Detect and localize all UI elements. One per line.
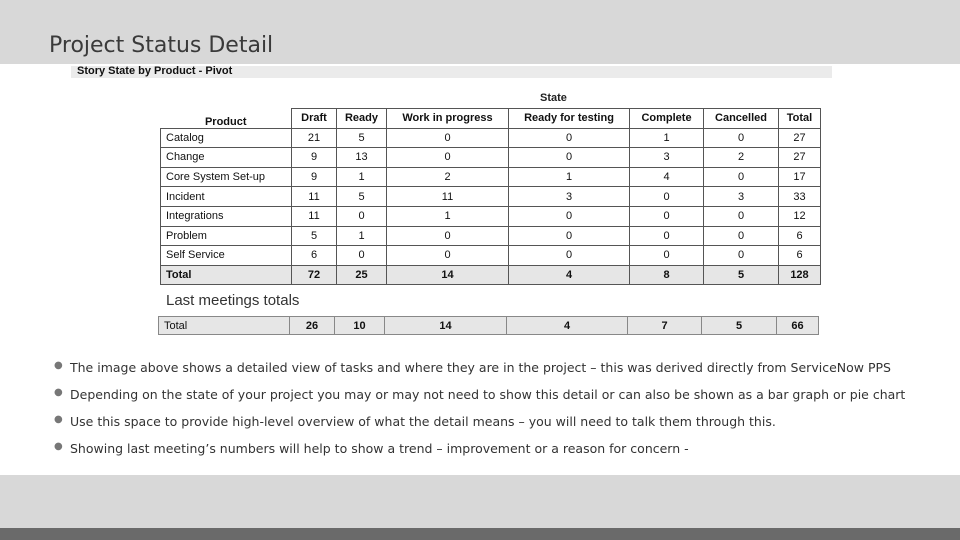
row-label: Total xyxy=(159,317,290,335)
table-cell: 27 xyxy=(779,148,821,168)
table-cell: 11 xyxy=(387,187,509,207)
column-header: Total xyxy=(779,109,821,129)
table-cell: 8 xyxy=(630,265,704,285)
table-header-row xyxy=(161,109,821,129)
table-cell: 5 xyxy=(337,187,387,207)
bullet-text: Depending on the state of your project you may or may not need to show this detail or can also be shown as a bar graph or pie chart xyxy=(70,387,906,402)
table-cell: 14 xyxy=(387,265,509,285)
table-cell: 0 xyxy=(704,128,779,148)
column-header: Ready xyxy=(337,109,387,129)
table-cell: 2 xyxy=(704,148,779,168)
table-row xyxy=(161,206,821,226)
table-row xyxy=(161,226,821,246)
table-cell: 11 xyxy=(292,206,337,226)
table-row xyxy=(161,187,821,207)
table-cell: 2 xyxy=(387,167,509,187)
row-label: Core System Set-up xyxy=(161,167,292,187)
bullet-list xyxy=(54,360,905,468)
pivot-title-bar xyxy=(71,66,832,78)
table-row xyxy=(161,128,821,148)
bullet-dot-icon: ● xyxy=(54,441,63,452)
table-cell: 1 xyxy=(387,206,509,226)
story-state-pivot-table xyxy=(160,108,821,285)
table-cell: 0 xyxy=(337,206,387,226)
table-cell: 4 xyxy=(509,265,630,285)
table-row xyxy=(161,167,821,187)
table-cell: 0 xyxy=(509,128,630,148)
table-cell: 13 xyxy=(337,148,387,168)
table-cell: 0 xyxy=(704,226,779,246)
table-cell: 12 xyxy=(779,206,821,226)
column-header: Work in progress xyxy=(387,109,509,129)
bullet-text: The image above shows a detailed view of tasks and where they are in the project – this was derived directly from ServiceNow PPS xyxy=(70,360,891,375)
table-cell: 1 xyxy=(630,128,704,148)
table-row xyxy=(159,317,819,335)
state-group-label: State xyxy=(540,92,567,104)
bullet-text: Use this space to provide high-level overview of what the detail means – you will need to talk them through this. xyxy=(70,414,776,429)
table-cell: 3 xyxy=(704,187,779,207)
table-cell: 3 xyxy=(509,187,630,207)
table-cell: 7 xyxy=(628,317,702,335)
table-cell: 0 xyxy=(509,246,630,266)
bullet-dot-icon: ● xyxy=(54,387,63,398)
table-cell: 0 xyxy=(704,167,779,187)
last-meeting-totals-table xyxy=(158,316,819,335)
bullet-item xyxy=(54,387,905,414)
bullet-dot-icon: ● xyxy=(54,414,63,425)
table-cell: 10 xyxy=(335,317,385,335)
table-cell: 26 xyxy=(290,317,335,335)
column-header: Draft xyxy=(292,109,337,129)
table-cell: 0 xyxy=(387,246,509,266)
table-cell: 0 xyxy=(509,226,630,246)
bullet-dot-icon: ● xyxy=(54,360,63,371)
row-label: Problem xyxy=(161,226,292,246)
table-cell: 5 xyxy=(292,226,337,246)
row-label: Total xyxy=(161,265,292,285)
table-cell: 9 xyxy=(292,148,337,168)
table-cell: 5 xyxy=(702,317,777,335)
column-header: Ready for testing xyxy=(509,109,630,129)
row-label: Catalog xyxy=(161,128,292,148)
table-cell: 1 xyxy=(509,167,630,187)
table-cell: 3 xyxy=(630,148,704,168)
table-row xyxy=(161,148,821,168)
row-label: Integrations xyxy=(161,206,292,226)
pivot-title: Story State by Product - Pivot xyxy=(77,65,233,77)
table-cell: 4 xyxy=(507,317,628,335)
table-cell: 72 xyxy=(292,265,337,285)
table-cell: 0 xyxy=(387,128,509,148)
table-cell: 4 xyxy=(630,167,704,187)
column-header: Cancelled xyxy=(704,109,779,129)
bullet-item xyxy=(54,360,905,387)
table-cell: 9 xyxy=(292,167,337,187)
table-cell: 25 xyxy=(337,265,387,285)
table-cell: 6 xyxy=(779,246,821,266)
bullet-text: Showing last meeting’s numbers will help to show a trend – improvement or a reason for concern - xyxy=(70,441,689,456)
table-cell: 6 xyxy=(779,226,821,246)
table-cell: 0 xyxy=(704,206,779,226)
footer-strip xyxy=(0,528,960,540)
last-meeting-label: Last meetings totals xyxy=(166,292,300,309)
table-cell: 17 xyxy=(779,167,821,187)
bullet-item xyxy=(54,441,905,468)
table-cell: 0 xyxy=(630,206,704,226)
row-label: Self Service xyxy=(161,246,292,266)
table-cell: 14 xyxy=(385,317,507,335)
row-label: Incident xyxy=(161,187,292,207)
table-cell: 0 xyxy=(630,187,704,207)
bullet-item xyxy=(54,414,905,441)
total-row xyxy=(161,265,821,285)
table-cell: 5 xyxy=(337,128,387,148)
table-cell: 0 xyxy=(630,246,704,266)
table-cell: 0 xyxy=(387,226,509,246)
footer-band xyxy=(0,475,960,528)
table-cell: 27 xyxy=(779,128,821,148)
table-cell: 21 xyxy=(292,128,337,148)
table-cell: 66 xyxy=(777,317,819,335)
table-cell: 128 xyxy=(779,265,821,285)
table-cell: 33 xyxy=(779,187,821,207)
table-cell: 0 xyxy=(704,246,779,266)
table-row xyxy=(161,246,821,266)
table-cell: 0 xyxy=(337,246,387,266)
table-cell: 5 xyxy=(704,265,779,285)
table-cell: 11 xyxy=(292,187,337,207)
table-cell: 6 xyxy=(292,246,337,266)
slide-title: Project Status Detail xyxy=(49,33,274,58)
table-cell: 0 xyxy=(630,226,704,246)
table-cell: 1 xyxy=(337,226,387,246)
column-header: Product xyxy=(161,109,292,129)
table-cell: 0 xyxy=(509,206,630,226)
row-label: Change xyxy=(161,148,292,168)
table-cell: 0 xyxy=(509,148,630,168)
table-cell: 1 xyxy=(337,167,387,187)
column-header: Complete xyxy=(630,109,704,129)
table-cell: 0 xyxy=(387,148,509,168)
